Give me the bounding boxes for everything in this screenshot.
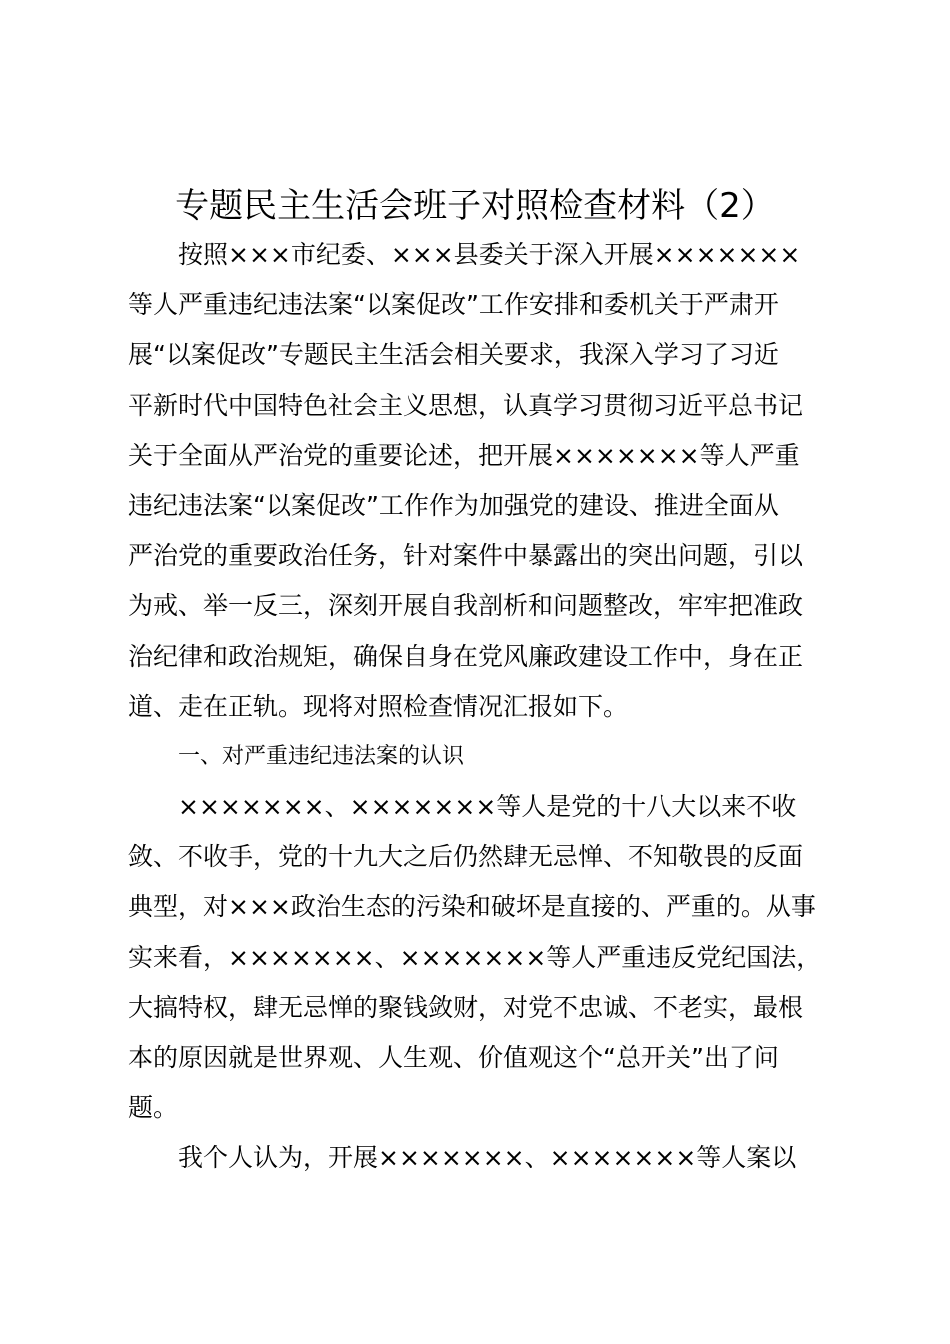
text-line: 道、走在正轨。现将对照检查情况汇报如下。 [128, 691, 629, 721]
text-line: 大搞特权，肆无忌惮的聚钱敛财，对党不忠诚、不老实，最根 [128, 992, 804, 1022]
text-line: 关于全面从严治党的重要论述，把开展×××××××等人严重 [128, 440, 800, 470]
text-line: 本的原因就是世界观、人生观、价值观这个“总开关”出了问 [128, 1043, 779, 1072]
section-heading-text: 一、对严重违纪违法案的认识 [178, 743, 465, 769]
paragraph-personal-view [128, 1133, 838, 1183]
text-line: 治纪律和政治规矩，确保自身在党风廉政建设工作中，身在正 [128, 641, 804, 671]
text-line: 展“以案促改”专题民主生活会相关要求，我深入学习了习近 [128, 340, 779, 370]
text-line: 严治党的重要政治任务，针对案件中暴露出的突出问题，引以 [128, 541, 804, 571]
text-line: 敛、不收手，党的十九大之后仍然肆无忌惮、不知敬畏的反面 [128, 842, 804, 872]
text-line: ×××××××、×××××××等人是党的十八大以来不收 [178, 792, 797, 822]
text-line: 按照×××市纪委、×××县委关于深入开展××××××× [178, 240, 801, 269]
text-line: 典型，对×××政治生态的污染和破坏是直接的、严重的。从事 [128, 892, 816, 922]
text-line: 等人严重违纪违法案“以案促改”工作安排和委机关于严肃开 [128, 290, 779, 320]
text-line: 题。 [128, 1093, 179, 1123]
text-line: 我个人认为，开展×××××××、×××××××等人案以 [178, 1143, 797, 1173]
text-line: 违纪违法案“以案促改”工作作为加强党的建设、推进全面从 [128, 490, 779, 520]
document-body [128, 230, 838, 1184]
text-line: 为戒、举一反三，深刻开展自我剖析和问题整改，牢牢把准政 [128, 591, 804, 621]
section-heading [128, 732, 838, 782]
text-line: 实来看，×××××××、×××××××等人严重违反党纪国法， [128, 942, 822, 972]
text-line: 平新时代中国特色社会主义思想，认真学习贯彻习近平总书记 [128, 390, 804, 420]
paragraph-intro [128, 230, 838, 732]
paragraph-understanding [128, 782, 838, 1133]
document-title: 专题民主生活会班子对照检查材料（2） [175, 186, 775, 226]
